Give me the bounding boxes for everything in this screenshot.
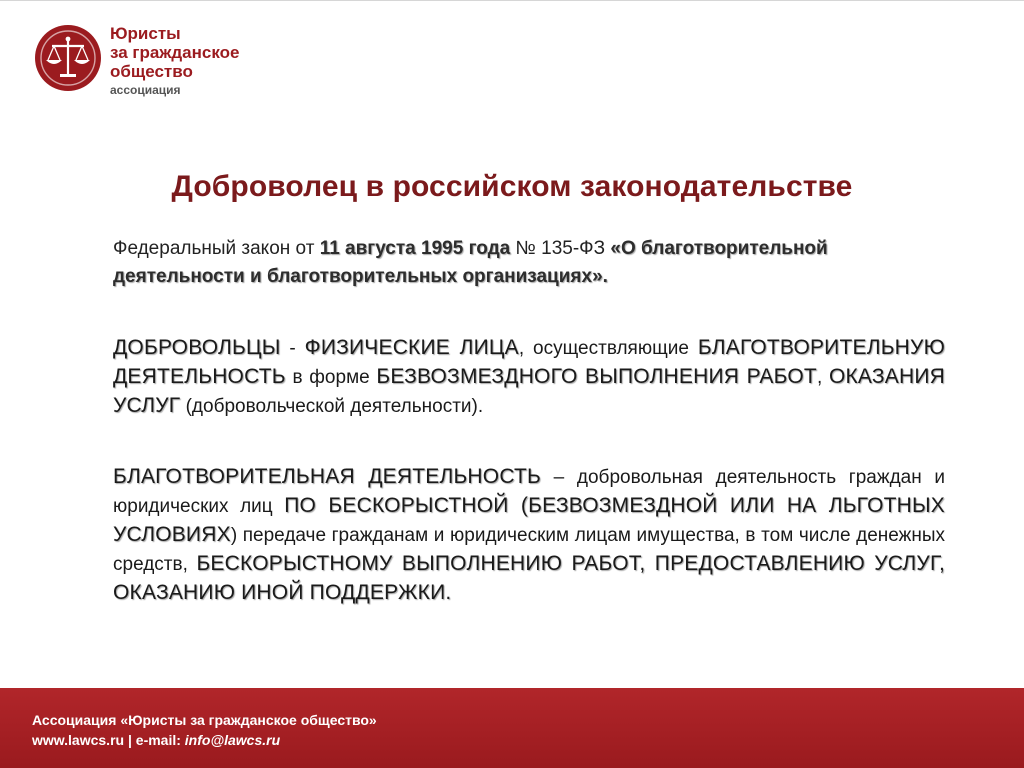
scales-of-justice-icon [34, 24, 102, 92]
logo-text [110, 24, 310, 97]
logo-line-1: Юристы [110, 24, 181, 43]
footer-contacts [32, 732, 280, 748]
volunteers-services: ОКАЗАНИЯ УСЛУГ [113, 365, 945, 417]
volunteers-text-4: (добровольческой деятельности). [180, 396, 484, 417]
footer [0, 688, 1024, 768]
volunteers-gratuitous: БЕЗВОЗМЕЗДНОГО ВЫПОЛНЕНИЯ РАБОТ [376, 365, 817, 388]
volunteers-term: ДОБРОВОЛЬЦЫ [113, 336, 281, 359]
law-prefix: Федеральный закон от [113, 238, 320, 259]
volunteers-text-2: в форме [285, 367, 377, 388]
volunteers-activity: БЛАГОТВОРИТЕЛЬНУЮ ДЕЯТЕЛЬНОСТЬ [113, 336, 945, 388]
top-border [0, 0, 1024, 1]
footer-email-label: e-mail: [135, 732, 185, 748]
law-number: № 135-ФЗ [510, 238, 611, 259]
law-reference [113, 235, 945, 291]
volunteers-dash: - [280, 338, 305, 359]
charity-definition [113, 463, 945, 608]
logo-line-2: за гражданское [110, 43, 240, 62]
footer-email-link[interactable]: info@lawcs.ru [184, 732, 281, 748]
charity-term: БЛАГОТВОРИТЕЛЬНАЯ ДЕЯТЕЛЬНОСТЬ [113, 465, 541, 488]
footer-separator: | [124, 732, 136, 748]
charity-selfless: ПО БЕСКОРЫСТНОЙ (БЕЗВОЗМЕЗДНОЙ ИЛИ НА ЛЬГОТНЫХ УСЛОВИЯХ [113, 494, 946, 546]
volunteers-persons: ФИЗИЧЕСКИЕ ЛИЦА [304, 336, 519, 359]
charity-support: БЕСКОРЫСТНОМУ ВЫПОЛНЕНИЮ РАБОТ, ПРЕДОСТАВЛЕНИЮ УСЛУГ, ОКАЗАНИЮ ИНОЙ ПОДДЕРЖКИ. [113, 552, 945, 604]
volunteers-text-1: , осуществляющие [518, 338, 698, 359]
law-name: «О благотворительной деятельности и благотворительных организациях». [113, 238, 828, 287]
logo-subtitle: ассоциация [110, 83, 181, 97]
charity-text-2: ) передаче гражданам и юридическим лицам имущества, в том числе денежных средств, [113, 525, 945, 575]
volunteers-definition [113, 334, 945, 421]
logo-line-3: общество [110, 62, 193, 81]
footer-website-link[interactable]: www.lawcs.ru [32, 732, 125, 748]
volunteers-text-3: , [816, 367, 829, 388]
slide-title: Доброволец в российском законодательстве [171, 170, 853, 203]
law-date: 11 августа 1995 года [319, 238, 511, 259]
footer-association: Ассоциация «Юристы за гражданское общество» [32, 712, 377, 728]
charity-text-1: – добровольная деятельность граждан и юридических лиц [113, 467, 945, 517]
